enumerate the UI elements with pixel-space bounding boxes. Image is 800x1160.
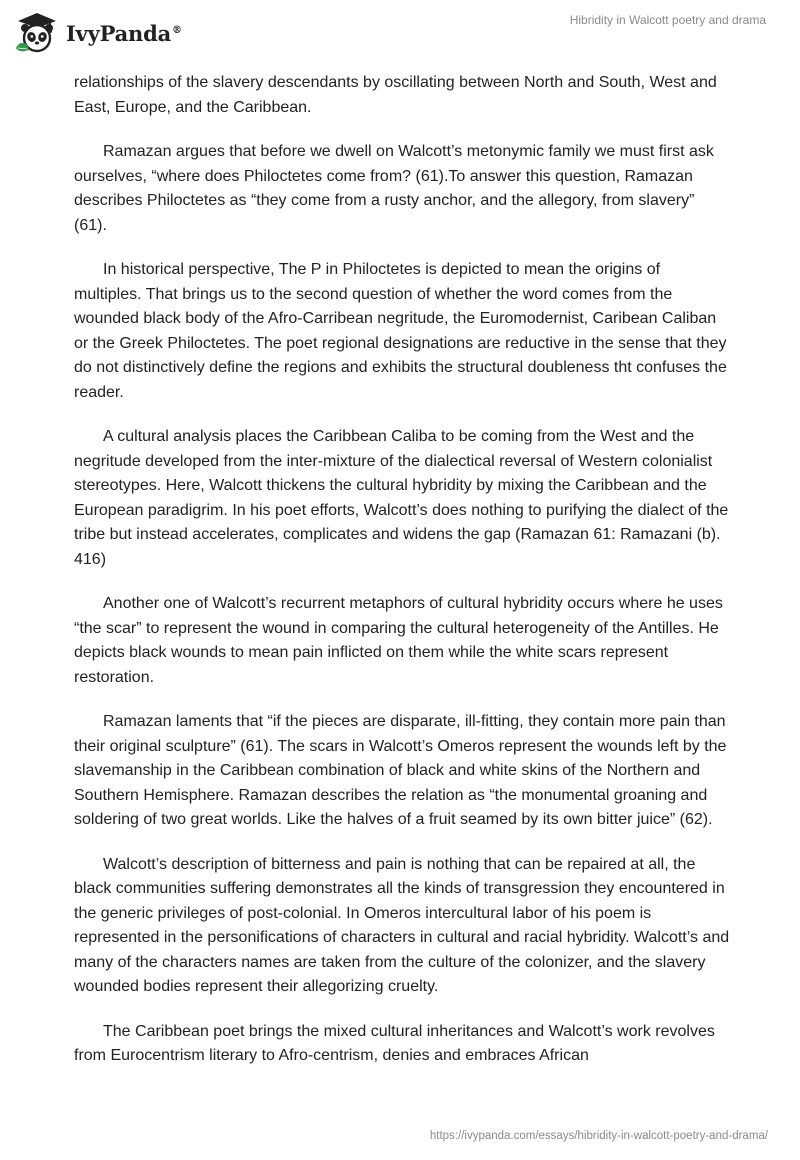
paragraph-7: Walcott’s description of bitterness and pain is nothing that can be repaired at all, the black communities suffering demonstrates all the kinds of transgression they encountered in the generic privileges of post-colonial. In Omeros intercultural labor of his poem is represented in the personifications of characters in cultural and racial hybridity. Walcott’s and many of the characters names are taken from the culture of the colonizer, and the slavery wounded bodies represent their allegorizing cruelty. bbox=[74, 855, 730, 995]
paragraph-3: In historical perspective, The P in Philoctetes is depicted to mean the origins of multiples. That brings us to the second question of whether the word comes from the wounded black body of the Afro-Carribean negritude, the Euromodernist, Caribean Caliban or the Greek Philoctetes. The poet regional designations are reductive in the sense that they do not distinctively define the regions and exhibits the structural doubleness tht confuses the reader. bbox=[74, 261, 727, 401]
source-url-link[interactable]: https://ivypanda.com/essays/hibridity-in-walcott-poetry-and-drama/ bbox=[429, 1130, 768, 1142]
paragraph-1: relationships of the slavery descendants by oscillating between North and South, West and East, Europe, and the Caribbean. bbox=[74, 74, 717, 116]
registered-mark: ® bbox=[172, 24, 182, 36]
document-title: Hibridity in Walcott poetry and drama bbox=[569, 13, 766, 27]
paragraph-4: A cultural analysis places the Caribbean Caliba to be coming from the West and the negritude developed from the inter-mixture of the dialectical reversal of Western colonialist stereotypes. Here, Walcott thickens the cultural hybridity by mixing the Caribbean and the European paradigrim. In his poet efforts, Walcott’s does nothing to purifying the dialect of the tribe but instead accelerates, complicates and widens the gap (Ramazan 61: Ramazani (b). 416) bbox=[74, 428, 729, 568]
brand-text: IvyPanda bbox=[66, 20, 172, 46]
page-header bbox=[0, 0, 800, 64]
ivypanda-logo[interactable] bbox=[14, 10, 182, 56]
paragraph-6: Ramazan laments that “if the pieces are disparate, ill-fitting, they contain more pain than their original sculpture” (61). The scars in Walcott’s Omeros represent the wounds left by the slavemanship in the Caribbean combination of black and white skins of the Northern and Southern Hemisphere. Ramazan describes the relation as “the monumental groaning and soldering of two great worlds. Like the halves of a fruit seamed by its own bitter juice” (62). bbox=[74, 713, 727, 828]
paragraph-5: Another one of Walcott’s recurrent metaphors of cultural hybridity occurs where he uses “the scar” to represent the wound in comparing the cultural heterogeneity of the Antilles. He depicts black wounds to mean pain inflicted on them while the white scars represent restoration. bbox=[74, 595, 723, 686]
paragraph-8: The Caribbean poet brings the mixed cultural inheritances and Walcott’s work revolves from Eurocentrism literary to Afro-centrism, denies and embraces African bbox=[74, 1022, 715, 1064]
paragraph-2: Ramazan argues that before we dwell on Walcott’s metonymic family we must first ask ourselves, “where does Philoctetes come from? (61).To answer this question, Ramazan describes Philoctetes as “they come from a rusty anchor, and the allegory, from slavery” (61). bbox=[74, 143, 714, 234]
essay-body bbox=[74, 71, 730, 1089]
brand-name bbox=[66, 21, 182, 46]
panda-graduate-logo-icon bbox=[14, 10, 60, 56]
